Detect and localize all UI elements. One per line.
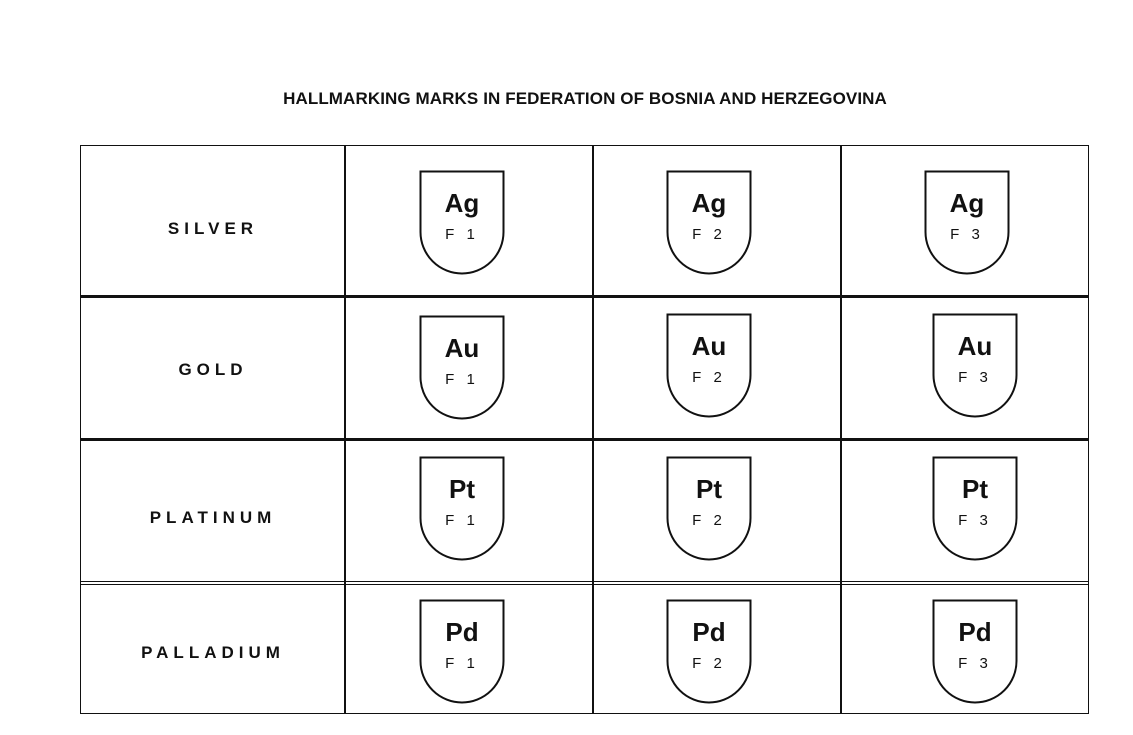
shield-icon xyxy=(419,315,505,421)
shield-icon xyxy=(932,313,1018,419)
mark-code: F 3 xyxy=(958,655,992,672)
hallmark-platinum-f3 xyxy=(932,456,1018,562)
metal-symbol: Ag xyxy=(949,188,985,218)
hallmark-table xyxy=(80,145,1089,714)
shield-icon xyxy=(932,599,1018,705)
row-divider xyxy=(81,438,1088,441)
shield-icon xyxy=(419,170,505,276)
shield-icon xyxy=(666,599,752,705)
metal-symbol: Pt xyxy=(962,474,988,504)
metal-label-palladium: PALLADIUM xyxy=(141,643,285,662)
shield-icon xyxy=(666,456,752,562)
mark-code: F 2 xyxy=(692,369,726,386)
hallmark-gold-f3 xyxy=(932,313,1018,419)
row-divider xyxy=(81,584,1088,585)
mark-code: F 3 xyxy=(958,512,992,529)
metal-symbol: Pd xyxy=(445,617,479,647)
row-divider xyxy=(81,295,1088,298)
metal-label-platinum: PLATINUM xyxy=(149,508,277,527)
hallmark-silver-f3 xyxy=(924,170,1010,276)
mark-code: F 1 xyxy=(445,226,479,243)
hallmark-silver-f2 xyxy=(666,170,752,276)
mark-code: F 2 xyxy=(692,512,726,529)
metal-symbol: Pd xyxy=(692,617,726,647)
mark-code: F 2 xyxy=(692,226,726,243)
metal-symbol: Pt xyxy=(449,474,475,504)
shield-icon xyxy=(666,313,752,419)
shield-icon xyxy=(924,170,1010,276)
metal-symbol: Pd xyxy=(958,617,992,647)
hallmark-palladium-f2 xyxy=(666,599,752,705)
hallmark-palladium-f3 xyxy=(932,599,1018,705)
mark-code: F 1 xyxy=(445,512,479,529)
row-divider xyxy=(81,581,1088,582)
column-divider xyxy=(840,146,842,713)
mark-code: F 1 xyxy=(445,371,479,388)
mark-code: F 1 xyxy=(445,655,479,672)
column-divider xyxy=(592,146,594,713)
metal-label-gold: GOLD xyxy=(178,360,248,379)
shield-icon xyxy=(666,170,752,276)
mark-code: F 3 xyxy=(958,369,992,386)
metal-symbol: Au xyxy=(691,331,727,361)
hallmark-silver-f1 xyxy=(419,170,505,276)
mark-code: F 3 xyxy=(950,226,984,243)
mark-code: F 2 xyxy=(692,655,726,672)
page-title: HALLMARKING MARKS IN FEDERATION OF BOSNIA AND HERZEGOVINA xyxy=(283,89,887,108)
metal-label-silver: SILVER xyxy=(167,219,259,238)
hallmark-platinum-f2 xyxy=(666,456,752,562)
metal-symbol: Ag xyxy=(691,188,727,218)
hallmark-platinum-f1 xyxy=(419,456,505,562)
shield-icon xyxy=(932,456,1018,562)
hallmark-gold-f1 xyxy=(419,315,505,421)
metal-symbol: Ag xyxy=(444,188,480,218)
shield-icon xyxy=(419,599,505,705)
shield-icon xyxy=(419,456,505,562)
hallmark-gold-f2 xyxy=(666,313,752,419)
metal-symbol: Pt xyxy=(696,474,722,504)
hallmark-palladium-f1 xyxy=(419,599,505,705)
metal-symbol: Au xyxy=(957,331,993,361)
metal-symbol: Au xyxy=(444,333,480,363)
